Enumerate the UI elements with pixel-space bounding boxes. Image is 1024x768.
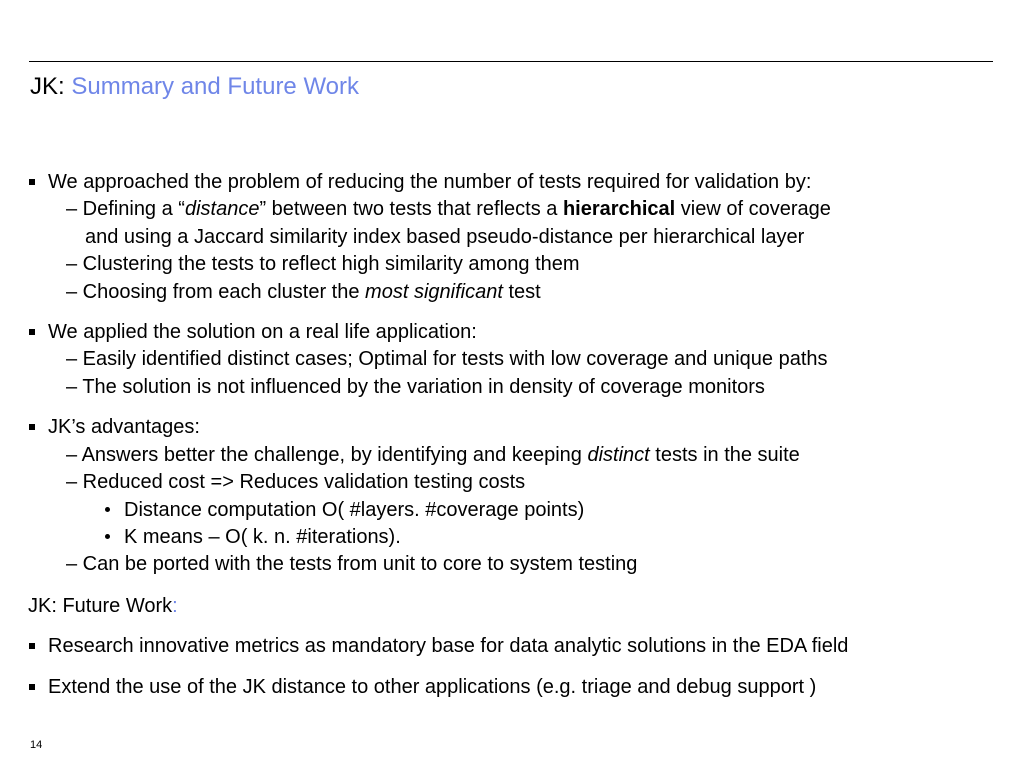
title-prefix: JK: (30, 73, 65, 100)
text-segment: – Choosing from each cluster the (66, 281, 366, 303)
text-segment: view of coverage (675, 198, 831, 220)
item-k-means: K means – O( k. n. #iterations). (124, 526, 401, 548)
future-work-colon: : (172, 595, 178, 617)
text-segment: test (502, 281, 541, 303)
square-bullet-icon (29, 643, 35, 649)
bold-hierarchical: hierarchical (562, 198, 676, 220)
sub-bullet-distinct-cases: – Easily identified distinct cases; Optimal for tests with low coverage and unique paths (66, 348, 828, 370)
square-bullet-icon (29, 684, 35, 690)
sub-bullet-clustering: – Clustering the tests to reflect high similarity among them (66, 253, 580, 275)
page-number: 14 (30, 739, 43, 751)
square-bullet-icon (29, 179, 35, 185)
square-bullet-icon (29, 329, 35, 335)
italic-distance: distance (184, 198, 260, 220)
future-work-heading (28, 594, 178, 618)
italic-most-significant: most significant (365, 281, 503, 303)
title-divider (29, 61, 993, 62)
sub-bullet-reduced-cost: – Reduced cost => Reduces validation testing costs (66, 471, 526, 493)
sub-bullet-density: – The solution is not influenced by the variation in density of coverage monitors (66, 376, 765, 398)
sub-bullet-choosing (66, 280, 541, 304)
sub-bullet-distance (66, 197, 831, 221)
item-distance-computation: Distance computation O( #layers. #coverage points) (124, 499, 585, 521)
text-segment: ” between two tests that reflects a (259, 198, 563, 220)
text-segment: – Defining a “ (66, 198, 185, 220)
title-accent: Summary and Future Work (71, 73, 360, 100)
text-segment: tests in the suite (649, 444, 800, 466)
italic-distinct: distinct (587, 444, 650, 466)
bullet-application: We applied the solution on a real life application: (48, 321, 477, 343)
sub-bullet-challenge (66, 443, 800, 467)
sub-bullet-distance-continued: and using a Jaccard similarity index based pseudo-distance per hierarchical layer (85, 226, 805, 248)
sub-bullet-ported: – Can be ported with the tests from unit to core to system testing (66, 553, 638, 575)
bullet-research-metrics: Research innovative metrics as mandatory base for data analytic solutions in the EDA field (48, 635, 849, 657)
future-work-label: JK: Future Work (28, 595, 173, 617)
slide-title (30, 72, 359, 102)
round-bullet-icon (105, 507, 110, 512)
bullet-extend-use: Extend the use of the JK distance to other applications (e.g. triage and debug support ) (48, 676, 817, 698)
bullet-advantages: JK’s advantages: (48, 416, 200, 438)
round-bullet-icon (105, 534, 110, 539)
square-bullet-icon (29, 424, 35, 430)
text-segment: – Answers better the challenge, by identifying and keeping (66, 444, 588, 466)
bullet-approach: We approached the problem of reducing the number of tests required for validation by: (48, 171, 812, 193)
